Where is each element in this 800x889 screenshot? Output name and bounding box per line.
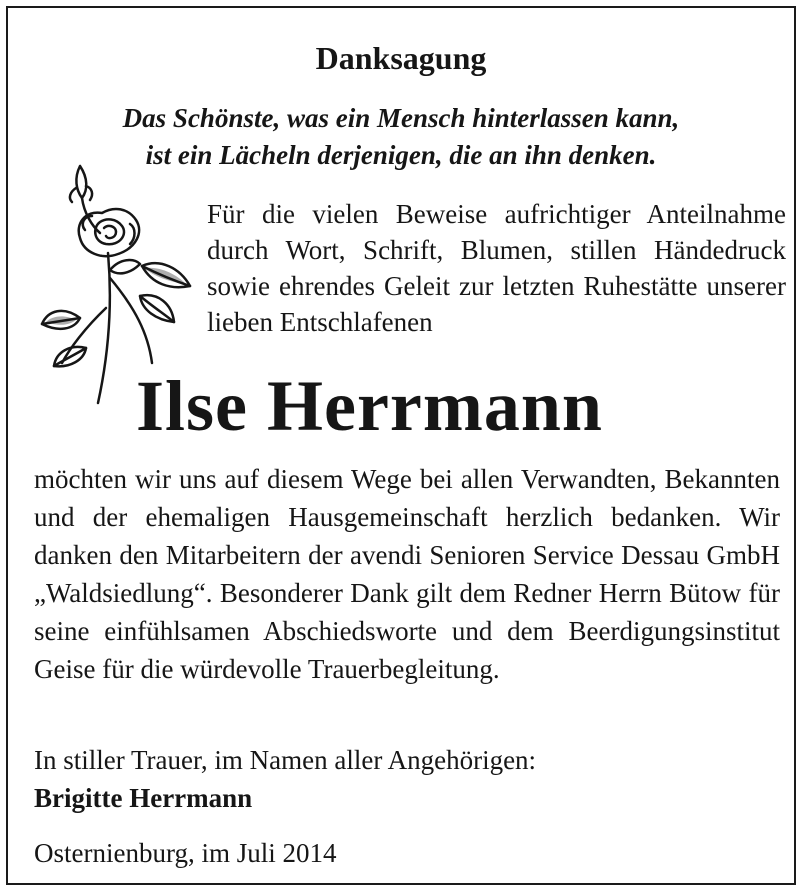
intro-paragraph: Für die vielen Beweise aufrichtiger Anteilnahme durch Wort, Schrift, Blumen, stillen Händedruck sowie ehrendes Geleit zur letzten Ruhestätte unserer lieben Entschlafenen — [207, 199, 786, 337]
signer-name: Brigitte Herrmann — [34, 783, 253, 813]
signoff-line: In stiller Trauer, im Namen aller Angehörigen: — [34, 745, 537, 775]
thanks-paragraph — [34, 460, 780, 688]
quote-line-2: ist ein Lächeln derjenigen, die an ihn denken. — [145, 140, 657, 170]
signoff-block — [34, 741, 780, 817]
quote-line-1: Das Schönste, was ein Mensch hinterlassen kann, — [122, 103, 680, 133]
obituary-notice — [6, 6, 796, 885]
deceased-name: Ilse Herrmann — [136, 366, 603, 446]
notice-title: Danksagung — [315, 40, 487, 76]
thanks-text: möchten wir uns auf diesem Wege bei allen Verwandten, Bekannten und der ehemaligen Hausgemeinschaft herzlich bedanken. Wir danken den Mitarbeitern der avendi Senioren Service Dessau GmbH „Waldsiedlung“. Besonderer Dank gilt dem Redner Herrn Bütow für seine einfühlsamen Abschiedsworte und dem Beerdigungsinstitut Geise für die würdevolle Trauerbegleitung. — [34, 464, 780, 684]
place-date: Osternienburg, im Juli 2014 — [34, 838, 337, 868]
